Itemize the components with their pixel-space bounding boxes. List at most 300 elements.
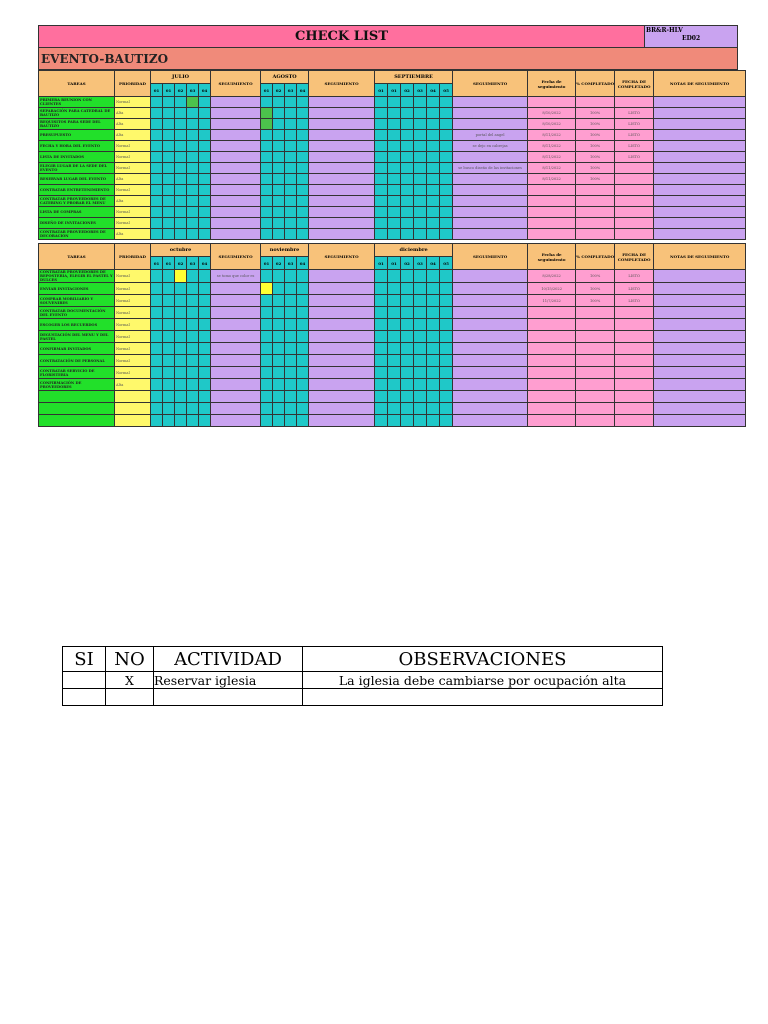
completado-cell[interactable]: 100% <box>576 130 615 141</box>
notas-cell[interactable] <box>654 379 746 391</box>
completado-cell[interactable] <box>576 97 615 108</box>
week-cell[interactable] <box>414 270 427 283</box>
week-cell[interactable] <box>297 415 309 427</box>
week-cell[interactable] <box>297 141 309 152</box>
week-cell[interactable] <box>401 130 414 141</box>
week-cell[interactable] <box>273 218 285 229</box>
seguimiento-cell[interactable] <box>211 343 261 355</box>
fecha-completado-cell[interactable] <box>615 229 654 240</box>
task-cell[interactable] <box>39 415 115 427</box>
week-cell[interactable] <box>414 119 427 130</box>
week-cell[interactable] <box>273 270 285 283</box>
week-cell[interactable] <box>427 270 440 283</box>
week-cell[interactable] <box>261 196 273 207</box>
week-cell[interactable] <box>401 379 414 391</box>
week-cell[interactable] <box>375 367 388 379</box>
week-cell[interactable] <box>297 229 309 240</box>
seguimiento-cell[interactable] <box>211 130 261 141</box>
week-cell[interactable] <box>151 207 163 218</box>
notas-cell[interactable] <box>654 185 746 196</box>
fecha-completado-cell[interactable]: LISTO <box>615 270 654 283</box>
week-cell[interactable] <box>388 355 401 367</box>
task-cell[interactable]: ENVIAR INVITACIONES <box>39 283 115 295</box>
seguimiento-cell[interactable] <box>309 196 375 207</box>
week-cell[interactable] <box>187 196 199 207</box>
week-cell[interactable] <box>163 331 175 343</box>
week-cell[interactable] <box>273 283 285 295</box>
week-cell[interactable] <box>427 379 440 391</box>
fecha-completado-cell[interactable] <box>615 196 654 207</box>
fecha-completado-cell[interactable] <box>615 163 654 174</box>
notas-cell[interactable] <box>654 403 746 415</box>
week-cell[interactable] <box>261 415 273 427</box>
seguimiento-cell[interactable] <box>453 331 528 343</box>
week-cell[interactable] <box>388 229 401 240</box>
week-cell[interactable] <box>440 307 453 319</box>
week-cell[interactable] <box>163 152 175 163</box>
seguimiento-cell[interactable] <box>309 415 375 427</box>
week-cell[interactable] <box>187 108 199 119</box>
seguimiento-cell[interactable] <box>309 343 375 355</box>
week-cell[interactable] <box>440 355 453 367</box>
notas-cell[interactable] <box>654 141 746 152</box>
week-cell[interactable] <box>297 367 309 379</box>
seguimiento-cell[interactable] <box>211 283 261 295</box>
week-cell[interactable] <box>163 163 175 174</box>
week-cell[interactable] <box>273 331 285 343</box>
week-cell[interactable] <box>297 152 309 163</box>
week-cell[interactable] <box>297 343 309 355</box>
fecha-completado-cell[interactable] <box>615 174 654 185</box>
task-cell[interactable]: PRESUPUESTO <box>39 130 115 141</box>
week-cell[interactable] <box>401 163 414 174</box>
seguimiento-cell[interactable] <box>211 307 261 319</box>
week-cell[interactable] <box>401 229 414 240</box>
seguimiento-cell[interactable] <box>453 229 528 240</box>
week-cell[interactable] <box>297 355 309 367</box>
week-cell[interactable] <box>440 367 453 379</box>
week-cell[interactable] <box>175 270 187 283</box>
week-cell[interactable] <box>273 141 285 152</box>
week-cell[interactable] <box>163 391 175 403</box>
fecha-seguimiento-cell[interactable] <box>528 218 576 229</box>
week-cell[interactable] <box>285 307 297 319</box>
task-cell[interactable]: CONTRATAR PROVEEDORES DE CATERING Y PROBAR EL MENU <box>39 196 115 207</box>
priority-cell[interactable]: Normal <box>115 295 151 307</box>
week-cell[interactable] <box>175 343 187 355</box>
week-cell[interactable] <box>388 141 401 152</box>
week-cell[interactable] <box>388 108 401 119</box>
week-cell[interactable] <box>414 97 427 108</box>
week-cell[interactable] <box>440 207 453 218</box>
obs-no-cell[interactable]: X <box>106 672 154 689</box>
week-cell[interactable] <box>401 152 414 163</box>
week-cell[interactable] <box>261 174 273 185</box>
seguimiento-cell[interactable] <box>453 218 528 229</box>
week-cell[interactable] <box>414 343 427 355</box>
week-cell[interactable] <box>261 331 273 343</box>
seguimiento-cell[interactable] <box>453 355 528 367</box>
week-cell[interactable] <box>175 295 187 307</box>
fecha-seguimiento-cell[interactable] <box>528 379 576 391</box>
week-cell[interactable] <box>261 207 273 218</box>
week-cell[interactable] <box>175 415 187 427</box>
task-cell[interactable]: CONTRATAR ENTRETENIMIENTO <box>39 185 115 196</box>
week-cell[interactable] <box>401 391 414 403</box>
week-cell[interactable] <box>440 403 453 415</box>
week-cell[interactable] <box>151 391 163 403</box>
notas-cell[interactable] <box>654 163 746 174</box>
week-cell[interactable] <box>151 196 163 207</box>
week-cell[interactable] <box>151 108 163 119</box>
week-cell[interactable] <box>261 270 273 283</box>
week-cell[interactable] <box>401 119 414 130</box>
task-cell[interactable]: CONTRATACIÓN DE PERSONAL <box>39 355 115 367</box>
week-cell[interactable] <box>401 355 414 367</box>
week-cell[interactable] <box>401 319 414 331</box>
week-cell[interactable] <box>401 343 414 355</box>
week-cell[interactable] <box>187 367 199 379</box>
completado-cell[interactable]: 100% <box>576 119 615 130</box>
week-cell[interactable] <box>297 379 309 391</box>
priority-cell[interactable] <box>115 403 151 415</box>
week-cell[interactable] <box>440 415 453 427</box>
seguimiento-cell[interactable] <box>309 163 375 174</box>
week-cell[interactable] <box>440 270 453 283</box>
week-cell[interactable] <box>401 270 414 283</box>
week-cell[interactable] <box>151 141 163 152</box>
week-cell[interactable] <box>440 283 453 295</box>
week-cell[interactable] <box>175 218 187 229</box>
week-cell[interactable] <box>427 319 440 331</box>
priority-cell[interactable]: Alta <box>115 196 151 207</box>
task-cell[interactable]: COMPRAR MOBILIARIO Y SOUVENIRES <box>39 295 115 307</box>
fecha-completado-cell[interactable]: LISTO <box>615 108 654 119</box>
week-cell[interactable] <box>297 270 309 283</box>
completado-cell[interactable]: 100% <box>576 141 615 152</box>
week-cell[interactable] <box>427 307 440 319</box>
week-cell[interactable] <box>163 97 175 108</box>
week-cell[interactable] <box>440 141 453 152</box>
fecha-seguimiento-cell[interactable] <box>528 367 576 379</box>
seguimiento-cell[interactable] <box>309 295 375 307</box>
week-cell[interactable] <box>187 141 199 152</box>
seguimiento-cell[interactable] <box>211 415 261 427</box>
notas-cell[interactable] <box>654 295 746 307</box>
week-cell[interactable] <box>199 97 211 108</box>
week-cell[interactable] <box>414 295 427 307</box>
week-cell[interactable] <box>151 229 163 240</box>
week-cell[interactable] <box>375 108 388 119</box>
seguimiento-cell[interactable] <box>309 403 375 415</box>
week-cell[interactable] <box>427 174 440 185</box>
week-cell[interactable] <box>199 174 211 185</box>
completado-cell[interactable]: 100% <box>576 270 615 283</box>
week-cell[interactable] <box>414 196 427 207</box>
week-cell[interactable] <box>175 331 187 343</box>
week-cell[interactable] <box>375 185 388 196</box>
week-cell[interactable] <box>199 270 211 283</box>
seguimiento-cell[interactable] <box>453 196 528 207</box>
week-cell[interactable] <box>187 295 199 307</box>
fecha-completado-cell[interactable] <box>615 307 654 319</box>
fecha-seguimiento-cell[interactable]: 8/11/2022 <box>528 174 576 185</box>
week-cell[interactable] <box>199 331 211 343</box>
fecha-completado-cell[interactable]: LISTO <box>615 130 654 141</box>
week-cell[interactable] <box>261 283 273 295</box>
week-cell[interactable] <box>375 283 388 295</box>
week-cell[interactable] <box>427 108 440 119</box>
week-cell[interactable] <box>427 163 440 174</box>
week-cell[interactable] <box>151 130 163 141</box>
week-cell[interactable] <box>187 229 199 240</box>
priority-cell[interactable]: Alta <box>115 130 151 141</box>
notas-cell[interactable] <box>654 108 746 119</box>
week-cell[interactable] <box>187 319 199 331</box>
week-cell[interactable] <box>261 229 273 240</box>
fecha-completado-cell[interactable] <box>615 185 654 196</box>
week-cell[interactable] <box>199 108 211 119</box>
completado-cell[interactable] <box>576 367 615 379</box>
week-cell[interactable] <box>297 119 309 130</box>
task-cell[interactable] <box>39 403 115 415</box>
task-cell[interactable]: CONTRATAR PROVEEDORES DE REPOSTERIA, ELEGIR EL PASTEL Y DULCES <box>40 270 113 282</box>
fecha-seguimiento-cell[interactable] <box>528 343 576 355</box>
week-cell[interactable] <box>151 415 163 427</box>
week-cell[interactable] <box>414 391 427 403</box>
week-cell[interactable] <box>297 108 309 119</box>
week-cell[interactable] <box>199 185 211 196</box>
seguimiento-cell[interactable] <box>309 367 375 379</box>
seguimiento-cell[interactable] <box>453 174 528 185</box>
week-cell[interactable] <box>163 343 175 355</box>
week-cell[interactable] <box>297 319 309 331</box>
seguimiento-cell[interactable] <box>211 97 261 108</box>
week-cell[interactable] <box>151 163 163 174</box>
seguimiento-cell[interactable] <box>309 307 375 319</box>
week-cell[interactable] <box>375 343 388 355</box>
week-cell[interactable] <box>199 391 211 403</box>
completado-cell[interactable]: 100% <box>576 174 615 185</box>
week-cell[interactable] <box>261 307 273 319</box>
fecha-completado-cell[interactable]: LISTO <box>615 152 654 163</box>
seguimiento-cell[interactable] <box>211 196 261 207</box>
week-cell[interactable] <box>261 355 273 367</box>
week-cell[interactable] <box>427 403 440 415</box>
week-cell[interactable] <box>151 367 163 379</box>
week-cell[interactable] <box>401 196 414 207</box>
week-cell[interactable] <box>414 108 427 119</box>
seguimiento-cell[interactable] <box>453 207 528 218</box>
week-cell[interactable] <box>375 295 388 307</box>
week-cell[interactable] <box>199 119 211 130</box>
week-cell[interactable] <box>297 283 309 295</box>
seguimiento-cell[interactable] <box>211 207 261 218</box>
notas-cell[interactable] <box>654 229 746 240</box>
week-cell[interactable] <box>151 331 163 343</box>
seguimiento-cell[interactable] <box>309 331 375 343</box>
week-cell[interactable] <box>401 295 414 307</box>
week-cell[interactable] <box>440 185 453 196</box>
fecha-completado-cell[interactable] <box>615 218 654 229</box>
notas-cell[interactable] <box>654 319 746 331</box>
week-cell[interactable] <box>175 355 187 367</box>
week-cell[interactable] <box>427 141 440 152</box>
week-cell[interactable] <box>414 403 427 415</box>
week-cell[interactable] <box>175 319 187 331</box>
week-cell[interactable] <box>261 218 273 229</box>
week-cell[interactable] <box>199 218 211 229</box>
week-cell[interactable] <box>388 319 401 331</box>
week-cell[interactable] <box>388 295 401 307</box>
week-cell[interactable] <box>375 379 388 391</box>
fecha-seguimiento-cell[interactable]: 8/10/2022 <box>528 119 576 130</box>
week-cell[interactable] <box>440 152 453 163</box>
week-cell[interactable] <box>285 391 297 403</box>
priority-cell[interactable] <box>115 415 151 427</box>
week-cell[interactable] <box>401 415 414 427</box>
seguimiento-cell[interactable] <box>453 343 528 355</box>
week-cell[interactable] <box>414 331 427 343</box>
week-cell[interactable] <box>388 283 401 295</box>
seguimiento-cell[interactable] <box>211 229 261 240</box>
week-cell[interactable] <box>297 185 309 196</box>
week-cell[interactable] <box>261 391 273 403</box>
task-cell[interactable]: DEGUSTACIÓN DEL MENU Y DEL PASTEL <box>39 331 115 343</box>
week-cell[interactable] <box>297 403 309 415</box>
completado-cell[interactable] <box>576 355 615 367</box>
seguimiento-cell[interactable] <box>453 283 528 295</box>
seguimiento-cell[interactable] <box>309 97 375 108</box>
week-cell[interactable] <box>187 307 199 319</box>
seguimiento-cell[interactable] <box>309 108 375 119</box>
fecha-completado-cell[interactable] <box>615 379 654 391</box>
week-cell[interactable] <box>297 174 309 185</box>
seguimiento-cell[interactable] <box>211 331 261 343</box>
week-cell[interactable] <box>401 97 414 108</box>
week-cell[interactable] <box>388 174 401 185</box>
week-cell[interactable] <box>285 185 297 196</box>
week-cell[interactable] <box>199 343 211 355</box>
week-cell[interactable] <box>187 207 199 218</box>
fecha-completado-cell[interactable] <box>615 331 654 343</box>
week-cell[interactable] <box>163 367 175 379</box>
week-cell[interactable] <box>414 229 427 240</box>
week-cell[interactable] <box>151 97 163 108</box>
fecha-seguimiento-cell[interactable] <box>528 185 576 196</box>
seguimiento-cell[interactable] <box>211 163 261 174</box>
week-cell[interactable] <box>375 218 388 229</box>
week-cell[interactable] <box>175 163 187 174</box>
week-cell[interactable] <box>414 307 427 319</box>
week-cell[interactable] <box>285 207 297 218</box>
fecha-completado-cell[interactable] <box>615 319 654 331</box>
priority-cell[interactable]: Normal <box>115 152 151 163</box>
week-cell[interactable] <box>375 355 388 367</box>
week-cell[interactable] <box>401 367 414 379</box>
week-cell[interactable] <box>401 307 414 319</box>
week-cell[interactable] <box>151 343 163 355</box>
week-cell[interactable] <box>285 283 297 295</box>
week-cell[interactable] <box>199 295 211 307</box>
week-cell[interactable] <box>199 152 211 163</box>
week-cell[interactable] <box>163 319 175 331</box>
week-cell[interactable] <box>285 119 297 130</box>
obs-empty-cell[interactable] <box>63 689 106 706</box>
week-cell[interactable] <box>261 152 273 163</box>
week-cell[interactable] <box>440 218 453 229</box>
week-cell[interactable] <box>163 379 175 391</box>
task-cell[interactable]: DISEÑO DE INVITACIONES <box>39 218 115 229</box>
week-cell[interactable] <box>388 185 401 196</box>
week-cell[interactable] <box>187 174 199 185</box>
priority-cell[interactable]: Normal <box>115 319 151 331</box>
week-cell[interactable] <box>273 163 285 174</box>
week-cell[interactable] <box>285 174 297 185</box>
seguimiento-cell[interactable] <box>309 207 375 218</box>
week-cell[interactable] <box>440 174 453 185</box>
week-cell[interactable] <box>427 331 440 343</box>
week-cell[interactable] <box>175 141 187 152</box>
week-cell[interactable] <box>285 229 297 240</box>
notas-cell[interactable] <box>654 391 746 403</box>
seguimiento-cell[interactable] <box>309 152 375 163</box>
week-cell[interactable] <box>285 415 297 427</box>
week-cell[interactable] <box>273 108 285 119</box>
week-cell[interactable] <box>388 403 401 415</box>
fecha-seguimiento-cell[interactable]: 8/11/2022 <box>528 141 576 152</box>
week-cell[interactable] <box>388 343 401 355</box>
week-cell[interactable] <box>427 207 440 218</box>
week-cell[interactable] <box>285 379 297 391</box>
seguimiento-cell[interactable] <box>309 185 375 196</box>
week-cell[interactable] <box>163 185 175 196</box>
notas-cell[interactable] <box>654 270 746 283</box>
priority-cell[interactable]: Normal <box>115 367 151 379</box>
fecha-completado-cell[interactable] <box>615 391 654 403</box>
week-cell[interactable] <box>427 97 440 108</box>
week-cell[interactable] <box>273 130 285 141</box>
priority-cell[interactable]: Normal <box>115 283 151 295</box>
week-cell[interactable] <box>163 283 175 295</box>
week-cell[interactable] <box>163 119 175 130</box>
week-cell[interactable] <box>388 307 401 319</box>
week-cell[interactable] <box>151 379 163 391</box>
week-cell[interactable] <box>261 141 273 152</box>
week-cell[interactable] <box>297 391 309 403</box>
week-cell[interactable] <box>401 283 414 295</box>
week-cell[interactable] <box>414 283 427 295</box>
fecha-completado-cell[interactable] <box>615 355 654 367</box>
week-cell[interactable] <box>175 119 187 130</box>
completado-cell[interactable] <box>576 319 615 331</box>
completado-cell[interactable]: 100% <box>576 108 615 119</box>
week-cell[interactable] <box>163 355 175 367</box>
fecha-completado-cell[interactable] <box>615 343 654 355</box>
week-cell[interactable] <box>273 207 285 218</box>
week-cell[interactable] <box>401 185 414 196</box>
week-cell[interactable] <box>151 403 163 415</box>
week-cell[interactable] <box>199 367 211 379</box>
week-cell[interactable] <box>273 174 285 185</box>
week-cell[interactable] <box>440 229 453 240</box>
week-cell[interactable] <box>175 403 187 415</box>
week-cell[interactable] <box>273 343 285 355</box>
seguimiento-cell[interactable] <box>211 391 261 403</box>
seguimiento-cell[interactable] <box>453 367 528 379</box>
week-cell[interactable] <box>285 331 297 343</box>
seguimiento-cell[interactable] <box>453 415 528 427</box>
